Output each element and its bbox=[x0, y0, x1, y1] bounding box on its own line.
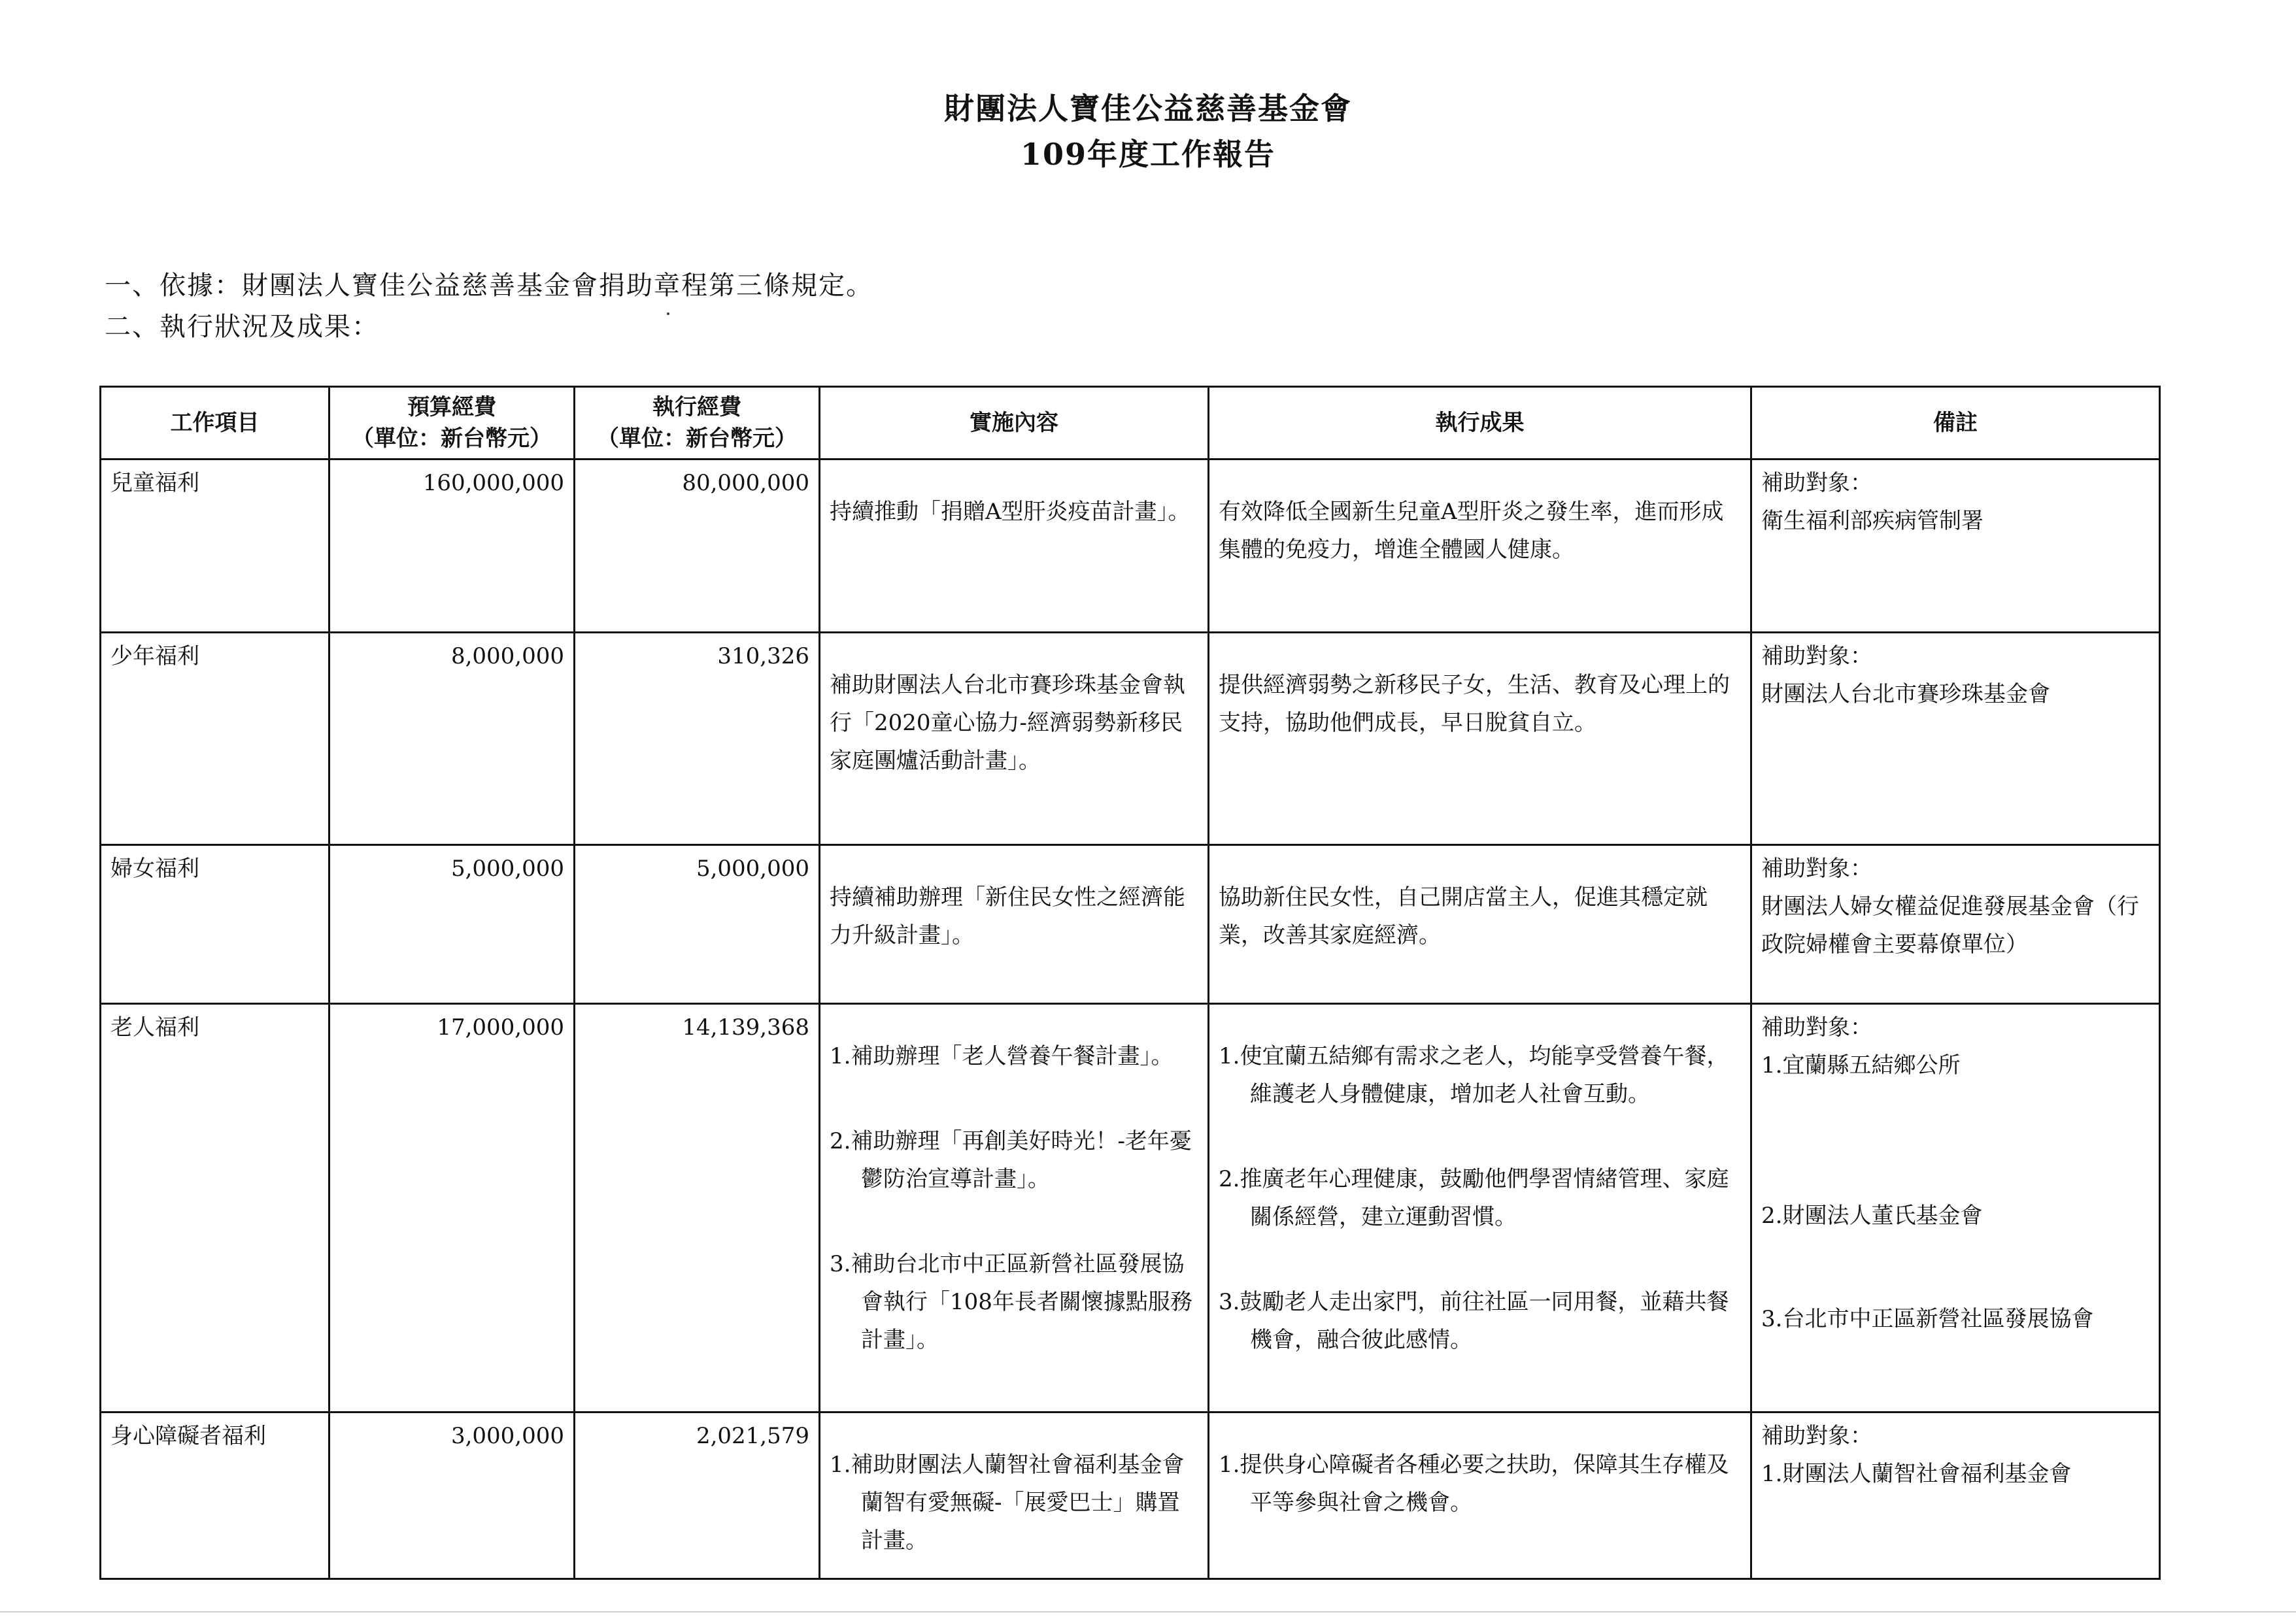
note-label: 補助對象： bbox=[1761, 856, 1872, 882]
spacer bbox=[830, 1198, 1198, 1245]
note-label: 補助對象： bbox=[1761, 643, 1872, 669]
header-exec-line2: （單位：新台幣元） bbox=[597, 426, 797, 452]
cell-content bbox=[820, 845, 1209, 1004]
header-note: 備註 bbox=[1751, 387, 2160, 460]
document-subtitle: 109年度工作報告 bbox=[1020, 137, 1276, 172]
cell-item: 身心障礙者福利 bbox=[101, 1412, 329, 1579]
section-status: 二、執行狀況及成果： bbox=[105, 312, 379, 342]
cell-item: 婦女福利 bbox=[101, 845, 329, 1004]
cell-exec: 310,326 bbox=[575, 633, 820, 845]
result-item-2: 2.推廣老年心理健康，鼓勵他們學習情緒管理、家庭關係經營，建立運動習慣。 bbox=[1219, 1166, 1729, 1230]
table-row bbox=[101, 633, 2160, 845]
spacer bbox=[1761, 1084, 2150, 1150]
result-text: 協助新住民女性，自己開店當主人，促進其穩定就業，改善其家庭經濟。 bbox=[1219, 884, 1708, 948]
spacer bbox=[1219, 1113, 1741, 1160]
header-exec bbox=[575, 387, 820, 460]
header-budget-line2: （單位：新台幣元） bbox=[352, 426, 552, 452]
note-item-2: 2.財團法人董氏基金會 bbox=[1761, 1203, 1983, 1229]
cell-content bbox=[820, 460, 1209, 633]
result-item-1: 1.提供身心障礙者各種必要之扶助，保障其生存權及平等參與社會之機會。 bbox=[1219, 1452, 1729, 1516]
header-result: 執行成果 bbox=[1209, 387, 1751, 460]
cell-content bbox=[820, 1004, 1209, 1412]
header-budget-line1: 預算經費 bbox=[407, 394, 496, 420]
scan-edge-line bbox=[0, 1611, 2296, 1613]
cell-exec: 14,139,368 bbox=[575, 1004, 820, 1412]
content-text: 持續推動「捐贈A型肝炎疫苗計畫」。 bbox=[830, 499, 1190, 525]
table-row bbox=[101, 1004, 2160, 1412]
header-item: 工作項目 bbox=[101, 387, 329, 460]
scan-speck bbox=[667, 312, 669, 315]
result-text: 提供經濟弱勢之新移民子女，生活、教育及心理上的支持，協助他們成長，早日脫貧自立。 bbox=[1219, 672, 1730, 736]
cell-exec: 5,000,000 bbox=[575, 845, 820, 1004]
spacer bbox=[1761, 1150, 2150, 1197]
cell-budget: 160,000,000 bbox=[329, 460, 575, 633]
header-content: 實施內容 bbox=[820, 387, 1209, 460]
note-label: 補助對象： bbox=[1761, 470, 1872, 496]
cell-note bbox=[1751, 633, 2160, 845]
section-basis: 一、依據：財團法人寶佳公益慈善基金會捐助章程第三條規定。 bbox=[105, 271, 873, 301]
note-item-1: 1.財團法人蘭智社會福利基金會 bbox=[1761, 1461, 2072, 1487]
cell-exec: 2,021,579 bbox=[575, 1412, 820, 1579]
table-row bbox=[101, 845, 2160, 1004]
cell-content bbox=[820, 1412, 1209, 1579]
content-text: 補助財團法人台北市賽珍珠基金會執行「2020童心協力-經濟弱勢新移民家庭團爐活動計畫」。 bbox=[830, 672, 1185, 774]
cell-item: 少年福利 bbox=[101, 633, 329, 845]
result-item-3: 3.鼓勵老人走出家門，前往社區一同用餐，並藉共餐機會，融合彼此感情。 bbox=[1219, 1289, 1729, 1353]
spacer bbox=[830, 1075, 1198, 1122]
note-text: 財團法人台北市賽珍珠基金會 bbox=[1761, 681, 2050, 707]
cell-result bbox=[1209, 1004, 1751, 1412]
cell-budget: 3,000,000 bbox=[329, 1412, 575, 1579]
table-row bbox=[101, 1412, 2160, 1579]
note-label: 補助對象： bbox=[1761, 1423, 1872, 1449]
content-text: 持續補助辦理「新住民女性之經濟能力升級計畫」。 bbox=[830, 884, 1185, 948]
cell-result bbox=[1209, 460, 1751, 633]
document-title: 財團法人寶佳公益慈善基金會 bbox=[944, 91, 1352, 126]
note-item-1: 1.宜蘭縣五結鄉公所 bbox=[1761, 1052, 1961, 1078]
cell-exec: 80,000,000 bbox=[575, 460, 820, 633]
content-item-1: 1.補助財團法人蘭智社會福利基金會蘭智有愛無礙-「展愛巴士」購置計畫。 bbox=[830, 1452, 1185, 1554]
result-text: 有效降低全國新生兒童A型肝炎之發生率，進而形成集體的免疫力，增進全體國人健康。 bbox=[1219, 499, 1724, 563]
header-exec-line1: 執行經費 bbox=[652, 394, 741, 420]
result-item-1: 1.使宜蘭五結鄉有需求之老人，均能享受營養午餐，維護老人身體健康，增加老人社會互動。 bbox=[1219, 1043, 1729, 1107]
header-budget bbox=[329, 387, 575, 460]
note-item-3: 3.台北市中正區新營社區發展協會 bbox=[1761, 1306, 2094, 1332]
cell-note bbox=[1751, 845, 2160, 1004]
cell-content bbox=[820, 633, 1209, 845]
cell-note bbox=[1751, 1412, 2160, 1579]
table-row bbox=[101, 460, 2160, 633]
cell-note bbox=[1751, 460, 2160, 633]
cell-result bbox=[1209, 633, 1751, 845]
content-item-1: 1.補助辦理「老人營養午餐計畫」。 bbox=[830, 1043, 1173, 1069]
table-header-row bbox=[101, 387, 2160, 460]
cell-budget: 5,000,000 bbox=[329, 845, 575, 1004]
cell-item: 老人福利 bbox=[101, 1004, 329, 1412]
spacer bbox=[1219, 1236, 1741, 1283]
cell-result bbox=[1209, 845, 1751, 1004]
note-label: 補助對象： bbox=[1761, 1014, 1872, 1041]
spacer bbox=[1761, 1235, 2150, 1300]
note-text: 財團法人婦女權益促進發展基金會（行政院婦權會主要幕僚單位） bbox=[1761, 894, 2139, 958]
work-report-table bbox=[99, 386, 2161, 1580]
note-text: 衛生福利部疾病管制署 bbox=[1761, 508, 1984, 534]
cell-note bbox=[1751, 1004, 2160, 1412]
content-item-3: 3.補助台北市中正區新營社區發展協會執行「108年長者關懷據點服務計畫」。 bbox=[830, 1251, 1192, 1353]
cell-result bbox=[1209, 1412, 1751, 1579]
cell-item: 兒童福利 bbox=[101, 460, 329, 633]
cell-budget: 8,000,000 bbox=[329, 633, 575, 845]
content-item-2: 2.補助辦理「再創美好時光！-老年憂鬱防治宣導計畫」。 bbox=[830, 1128, 1192, 1192]
cell-budget: 17,000,000 bbox=[329, 1004, 575, 1412]
